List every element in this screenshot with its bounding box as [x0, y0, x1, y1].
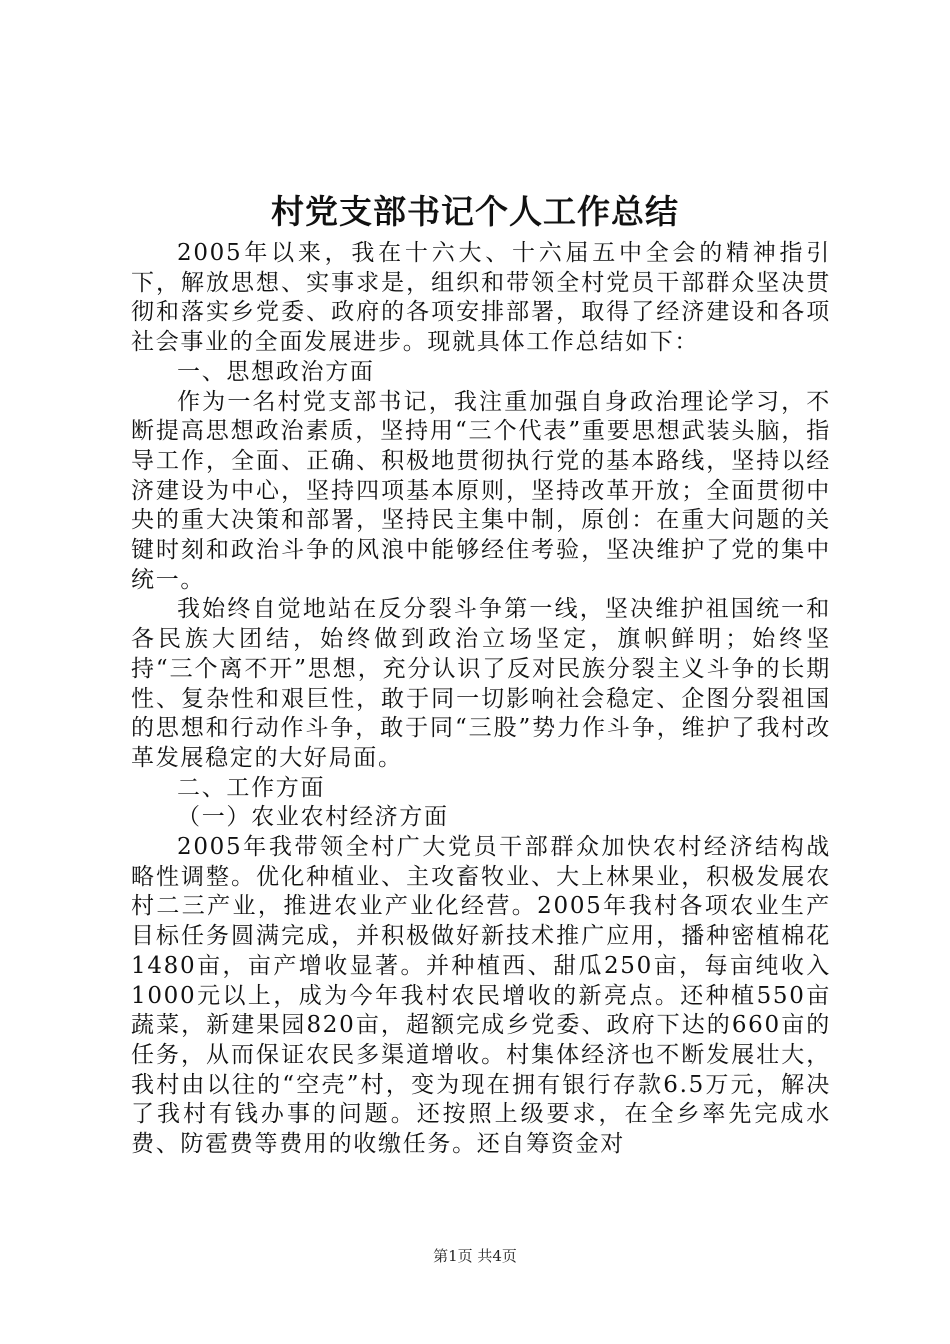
section-heading-work: 二、工作方面 — [177, 774, 326, 801]
intro-paragraph: 2005年以来，我在十六大、十六届五中全会的精神指引下，解放思想、实事求是，组织和带领全村党员干部群众坚决贯彻和落实乡党委、政府的各项安排部署，取得了经济建设和各项社会事业的全面发展进步。现就具体工作总结如下： — [131, 240, 831, 356]
section-heading-ideology: 一、思想政治方面 — [177, 358, 375, 385]
subsection-heading-agriculture: （一）农业农村经济方面 — [177, 804, 449, 831]
document-body — [131, 239, 831, 1160]
ideology-paragraph-1: 作为一名村党支部书记，我注重加强自身政治理论学习，不断提高思想政治素质，坚持用“三个代表”重要思想武装头脑，指导工作，全面、正确、积极地贯彻执行党的基本路线，坚持以经济建设为中心，坚持四项基本原则，坚持改革开放；全面贯彻中央的重大决策和部署，坚持民主集中制，原创：在重大问题的关键时刻和政治斗争的风浪中能够经住考验，坚决维护了党的集中统一。 — [131, 388, 831, 593]
ideology-paragraph-2: 我始终自觉地站在反分裂斗争第一线，坚决维护祖国统一和各民族大团结，始终做到政治立场坚定，旗帜鲜明；始终坚持“三个离不开”思想，充分认识了反对民族分裂主义斗争的长期性、复杂性和艰巨性，敢于同一切影响社会稳定、企图分裂祖国的思想和行动作斗争，敢于同“三股”势力作斗争，维护了我村改革发展稳定的大好局面。 — [131, 596, 831, 771]
document-title: 村党支部书记个人工作总结 — [271, 192, 679, 231]
page-number-footer: 第1页 共4页 — [433, 1247, 517, 1265]
agriculture-paragraph: 2005年我带领全村广大党员干部群众加快农村经济结构战略性调整。优化种植业、主攻畜牧业、大上林果业，积极发展农村二三产业，推进农业产业化经营。2005年我村各项农业生产目标任务圆满完成，并积极做好新技术推广应用，播种密植棉花1480亩，亩产增收显著。并种植西、甜瓜250亩，每亩纯收入1000元以上，成为今年我村农民增收的新亮点。还种植550亩蔬菜，新建果园820亩，超额完成乡党委、政府下达的660亩的任务，从而保证农民多渠道增收。村集体经济也不断发展壮大，我村由以往的“空壳”村，变为现在拥有银行存款6.5万元，解决了我村有钱办事的问题。还按照上级要求，在全乡率先完成水费、防雹费等费用的收缴任务。还自筹资金对 — [131, 834, 831, 1158]
